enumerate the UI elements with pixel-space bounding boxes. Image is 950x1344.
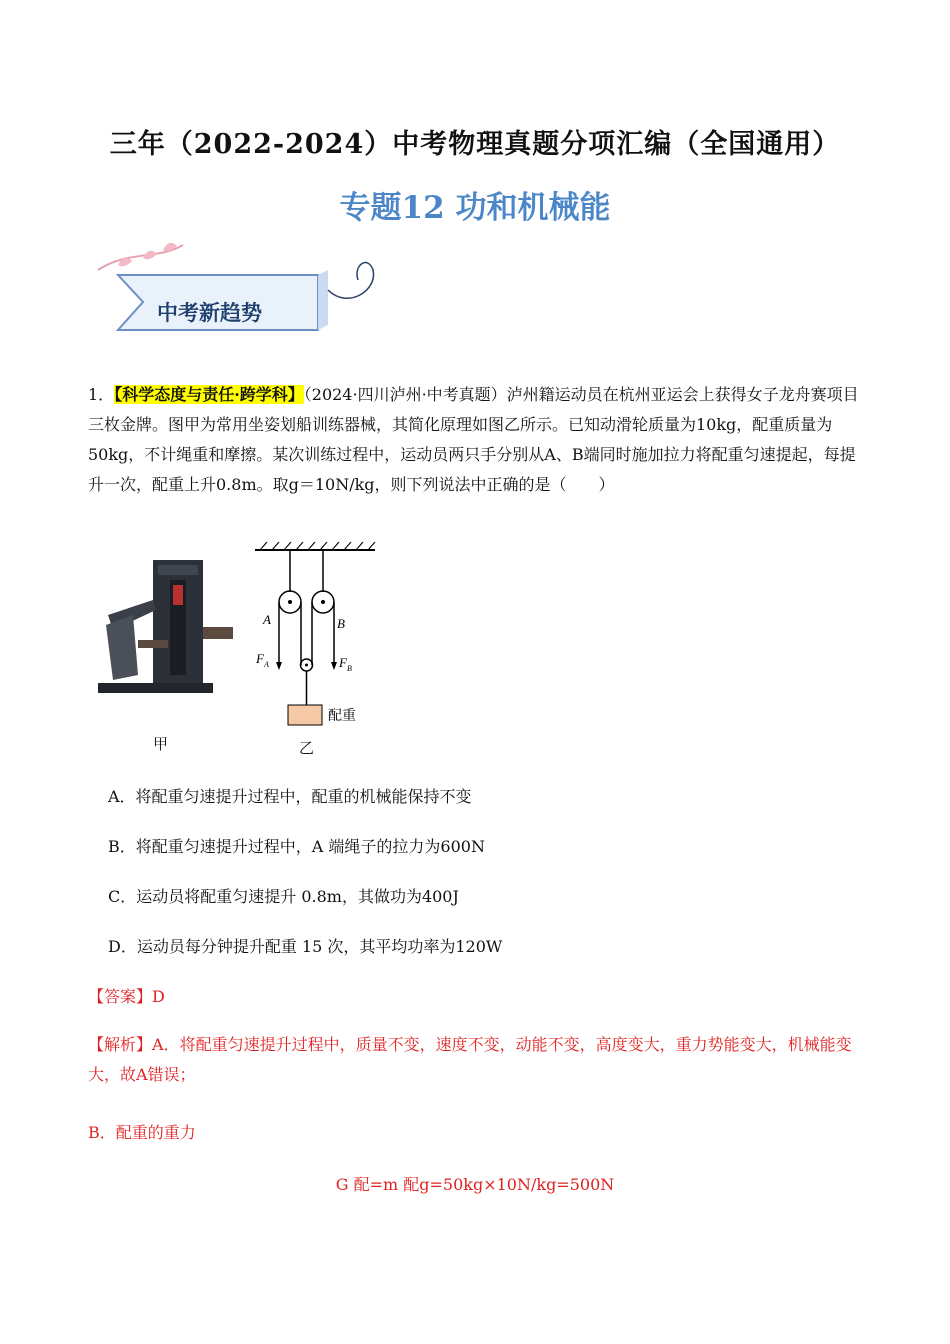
label-fa-sub: A — [264, 660, 269, 669]
option-c: C．运动员将配重匀速提升 0.8m，其做功为400J — [108, 887, 459, 906]
answer: 【答案】D — [88, 987, 165, 1006]
figure-caption-jia: 甲 — [153, 735, 169, 753]
question-text — [88, 380, 868, 500]
figure-caption-yi: 乙 — [299, 739, 315, 757]
option-b: B．将配重匀速提升过程中，A 端绳子的拉力为600N — [108, 837, 485, 856]
question-body: （2024·四川泸州·中考真题）泸州籍运动员在杭州亚运会上获得女子龙舟赛项目三枚金牌。图甲为常用坐姿划船训练器械，其简化原理如图乙所示。已知动滑轮质量为10kg，配重质量为50kg，不计绳重和摩擦。某次训练过程中，运动员两只手分别从A、B端同时施加拉力将配重匀速提起，每提升一次，配重上升0.8m。取g＝10N/kg，则下列说法中正确的是（ ） — [88, 385, 859, 494]
topic-subtitle: 专题12 功和机械能 — [339, 190, 611, 226]
question-number: 1． — [88, 385, 115, 404]
question-tag: 【科学态度与责任·跨学科】 — [114, 385, 304, 404]
label-fb: F — [339, 655, 347, 670]
section-banner-text: 中考新趋势 — [157, 301, 262, 325]
analysis-body: A．将配重匀速提升过程中，质量不变，速度不变，动能不变，高度变大，重力势能变大，机械能变大，故A错误； — [88, 1035, 852, 1084]
pulley-diagram — [250, 540, 380, 730]
label-fa: F — [256, 651, 264, 666]
weight-label: 配重 — [328, 708, 356, 724]
formula: G 配=m 配g=50kg×10N/kg=500N — [335, 1175, 615, 1194]
analysis-b-line: B．配重的重力 — [88, 1123, 196, 1142]
analysis-label: 【解析】 — [88, 1035, 153, 1054]
label-b: B — [337, 616, 345, 631]
option-a: A．将配重匀速提升过程中，配重的机械能保持不变 — [108, 787, 472, 806]
label-a: A — [263, 612, 271, 627]
option-d: D．运动员每分钟提升配重 15 次，其平均功率为120W — [108, 937, 503, 956]
page-title: 三年（2022-2024）中考物理真题分项汇编（全国通用） — [109, 129, 841, 160]
rowing-machine-image — [98, 555, 238, 705]
label-fb-sub: B — [347, 664, 352, 673]
analysis-text — [88, 1030, 868, 1090]
